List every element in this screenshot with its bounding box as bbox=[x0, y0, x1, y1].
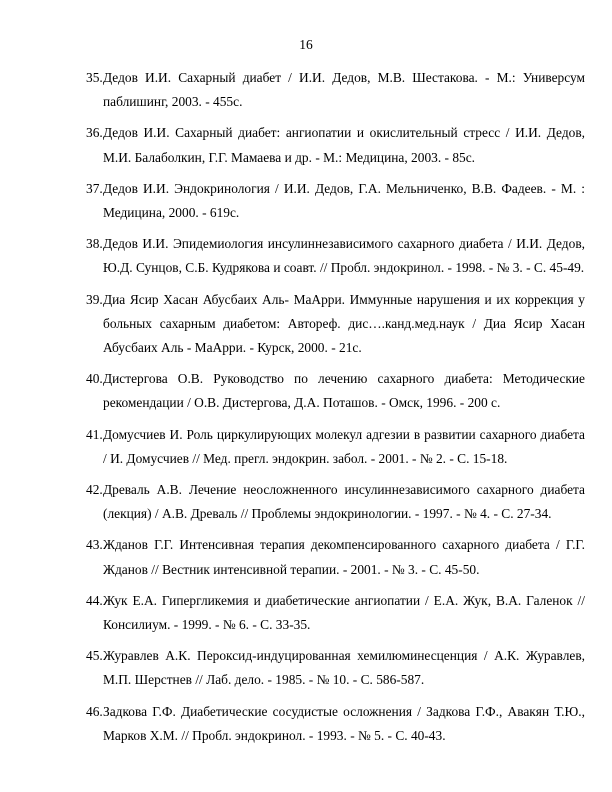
reference-text: Дедов И.И. Эндокринология / И.И. Дедов, Г.А. Мельниченко, В.В. Фадеев. - М. : Медицина, 2000. - 619с. bbox=[103, 180, 585, 221]
reference-number: 43. bbox=[86, 537, 103, 553]
reference-text: Диа Ясир Хасан Абусбаих Аль- МаАрри. Иммунные нарушения и их коррекция у больных сахарным диабетом: Автореф. дис….канд.мед.наук / Диа Ясир Хасан Абусбаих Аль - МаАрри. - Курск, 2000. - 21с. bbox=[103, 291, 585, 356]
reference-text: Дистергова О.В. Руководство по лечению сахарного диабета: Методические рекомендации / О.В. Дистергова, Д.А. Поташов. - Омск, 1996. - 200 с. bbox=[103, 371, 585, 411]
reference-item bbox=[88, 232, 585, 280]
reference-item bbox=[88, 367, 585, 415]
reference-number: 35. bbox=[86, 70, 103, 85]
reference-item bbox=[88, 533, 585, 581]
reference-item bbox=[88, 700, 585, 748]
reference-item bbox=[88, 589, 585, 637]
reference-item bbox=[88, 177, 585, 225]
reference-number: 42. bbox=[86, 482, 103, 498]
reference-text: Дедов И.И. Сахарный диабет: ангиопатии и окислительный стресс / И.И. Дедов, М.И. Балаболкин, Г.Г. Мамаева и др. - М.: Медицина, 2003. - 85с. bbox=[103, 125, 585, 165]
reference-list bbox=[88, 66, 585, 755]
reference-text: Дедов И.И. Сахарный диабет / И.И. Дедов, М.В. Шестакова. - М.: Универсум паблишинг, 2003. - 455с. bbox=[103, 70, 585, 110]
reference-text: Древаль А.В. Лечение неосложненного инсулиннезависимого сахарного диабета (лекция) / А.В. Древаль // Проблемы эндокринологии. - 1997. - № 4. - С. 27-34. bbox=[103, 482, 585, 522]
page-number: 16 bbox=[299, 37, 313, 52]
reference-number: 38. bbox=[86, 236, 103, 252]
reference-number: 37. bbox=[86, 180, 103, 196]
reference-number: 41. bbox=[86, 426, 103, 442]
reference-number: 45. bbox=[86, 648, 103, 664]
reference-number: 39. bbox=[86, 291, 103, 307]
reference-item bbox=[88, 121, 585, 169]
reference-text: Дедов И.И. Эпидемиология инсулиннезависимого сахарного диабета / И.И. Дедов, Ю.Д. Сунцов, С.Б. Кудрякова и соавт. // Пробл. эндокринол. - 1998. - № 3. - С. 45-49. bbox=[103, 236, 585, 276]
reference-text: Домусчиев И. Роль циркулирующих молекул адгезии в развитии сахарного диабета / И. Домусчиев // Мед. прегл. эндокрин. забол. - 2001. - № 2. - С. 15-18. bbox=[103, 426, 585, 466]
reference-item bbox=[88, 288, 585, 361]
reference-number: 44. bbox=[86, 592, 103, 608]
reference-item bbox=[88, 423, 585, 471]
reference-item bbox=[88, 478, 585, 526]
reference-text: Жук Е.А. Гипергликемия и диабетические ангиопатии / Е.А. Жук, В.А. Галенок // Консилиум. - 1999. - № 6. - С. 33-35. bbox=[103, 592, 585, 633]
reference-number: 36. bbox=[86, 125, 103, 141]
reference-text: Жданов Г.Г. Интенсивная терапия декомпенсированного сахарного диабета / Г.Г. Жданов // Вестник интенсивной терапии. - 2001. - № 3. - С. 45-50. bbox=[103, 537, 585, 577]
reference-text: Журавлев А.К. Пероксид-индуцированная хемилюминесценция / А.К. Журавлев, М.П. Шерстнев // Лаб. дело. - 1985. - № 10. - С. 586-587. bbox=[103, 648, 585, 688]
reference-number: 40. bbox=[86, 371, 103, 387]
reference-item bbox=[88, 66, 585, 114]
reference-number: 46. bbox=[86, 703, 103, 719]
reference-text: Задкова Г.Ф. Диабетические сосудистые осложнения / Задкова Г.Ф., Авакян Т.Ю., Марков Х.М. // Пробл. эндокринол. - 1993. - № 5. - С. 40-43. bbox=[103, 703, 585, 743]
reference-item bbox=[88, 644, 585, 692]
